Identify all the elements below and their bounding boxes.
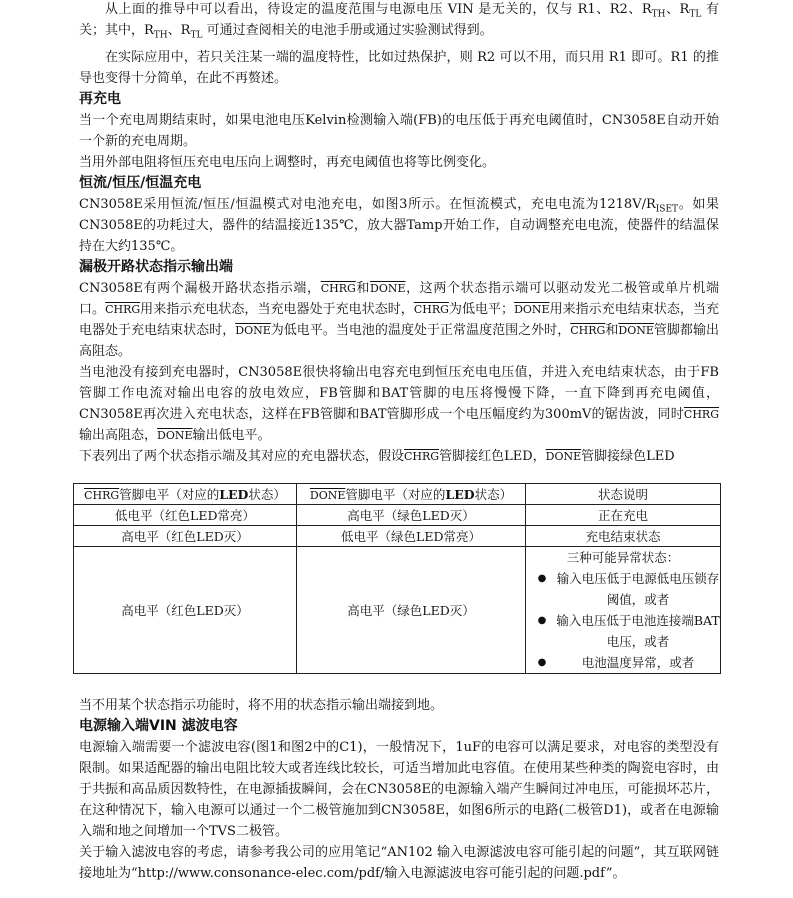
- table-cell: 高电平（红色LED灭）: [74, 526, 297, 547]
- table-row: [74, 526, 721, 547]
- document-page: [79, 0, 719, 467]
- bullet-icon: ●: [537, 657, 547, 668]
- unused-pin-note: 当不用某个状态指示功能时，将不用的状态指示输出端接到地。: [79, 698, 444, 713]
- table-row: [74, 505, 721, 526]
- table-cell: 高电平（绿色LED灭）: [297, 505, 526, 526]
- list-item: ● 输入电压低于电源低电压锁存阈值，或者: [526, 568, 720, 610]
- table-row: [74, 547, 721, 674]
- open-drain-paragraph-1: CN3058E有两个漏极开路状态指示端，CHRG和DONE，这两个状态指示端可以驱动发光二极管或单片机端口。CHRG用来指示充电状态，当充电器处于充电状态时，CHRG为低电平；DONE用来指示充电结束状态，当充电器处于充电结束状态时，DONE为低电平。当电池的温度处于正常温度范围之外时，CHRG和DONE管脚都输出高阻态。: [79, 281, 719, 359]
- intro-paragraph-2: 在实际应用中，若只关注某一端的温度特性，比如过热保护，则 R2 可以不用，而只用 R1 即可。R1 的推导也变得十分简单，在此不再赘述。: [79, 50, 719, 86]
- list-item: ● 电池温度异常，或者: [526, 652, 720, 673]
- app-note-reference: 关于输入滤波电容的考虑，请参考我公司的应用笔记“AN102 输入电源滤波电容可能引起的问题”，其互联网链接地址为“http://www.consonance-elec.com/pdf/输入电源滤波电容可能引起的问题.pdf”。: [79, 845, 719, 881]
- table-header-chrg: CHRG管脚电平（对应的LED状态）: [74, 484, 297, 505]
- table-cell: 高电平（绿色LED灭）: [297, 547, 526, 674]
- table-header-done: DONE管脚电平（对应的LED状态）: [297, 484, 526, 505]
- notes-title: 三种可能异常状态：: [566, 550, 680, 565]
- status-table: [73, 483, 721, 674]
- list-item: ● 输入电压低于电池连接端BAT电压，或者: [526, 610, 720, 652]
- recharge-paragraph-1: 当一个充电周期结束时，如果电池电压Kelvin检测输入端(FB)的电压低于再充电阈值时，CN3058E自动开始一个新的充电周期。: [79, 113, 719, 149]
- table-cell: 正在充电: [526, 505, 721, 526]
- recharge-heading: 再充电: [79, 91, 121, 107]
- intro-paragraph-1: 从上面的推导中可以看出，待设定的温度范围与电源电压 VIN 是无关的，仅与 R1、R2、$R_{TH}$、$R_{TL}$ 有关；其中，$R_{TH}$、$R_{TL}$ 可通过查阅相关的电池手册或通过实验测试得到。: [79, 2, 720, 41]
- abnormal-status-notes: [526, 547, 721, 674]
- table-cell: 高电平（红色LED灭）: [74, 547, 297, 674]
- vin-capacitor-paragraph: 电源输入端需要一个滤波电容(图1和图2中的C1)，一般情况下，1uF的电容可以满足要求，对电容的类型没有限制。如果适配器的输出电阻比较大或者连线比较长，可适当增加此电容值。在使用某些种类的陶瓷电容时，由于共振和高品质因数特性，在电源插拔瞬间，会在CN3058E的电源输入端产生瞬间过冲电压，可能损坏芯片，在这种情况下，输入电源可以通过一个二极管施加到CN3058E，如图6所示的电路(二极管D1)，或者在电源输入端和地之间增加一个TVS二极管。: [79, 740, 719, 839]
- cc-cv-paragraph: CN3058E采用恒流/恒压/恒温模式对电池充电，如图3所示。在恒流模式，充电电流为$1218V/R_{ISET}$。如果CN3058E的功耗过大，器件的结温接近135℃，放大器Tamp开始工作，自动调整充电电流，使器件的结温保持在大约135℃。: [79, 197, 719, 254]
- table-header-row: [74, 484, 721, 505]
- open-drain-paragraph-2: 当电池没有接到充电器时，CN3058E很快将输出电容充电到恒压充电电压值，并进入充电结束状态，由于FB管脚工作电流对输出电容的放电效应，FB管脚和BAT管脚的电压将慢慢下降，一直下降到再充电阈值，CN3058E再次进入充电状态，这样在FB管脚和BAT管脚形成一个电压幅度约为300mV的锯齿波，同时CHRG输出高阻态，DONE输出低电平。: [79, 365, 719, 443]
- open-drain-paragraph-3: 下表列出了两个状态指示端及其对应的充电器状态，假设CHRG管脚接红色LED，DONE管脚接绿色LED: [79, 449, 675, 464]
- chrg-pin-label: CHRG: [320, 282, 356, 295]
- table-cell: 低电平（红色LED常亮）: [74, 505, 297, 526]
- bottom-section: [79, 695, 719, 884]
- table-cell: 充电结束状态: [526, 526, 721, 547]
- table-cell: 低电平（绿色LED常亮）: [297, 526, 526, 547]
- table-header-status: 状态说明: [526, 484, 721, 505]
- vin-capacitor-heading: 电源输入端VIN 滤波电容: [79, 718, 238, 734]
- bullet-icon: ●: [537, 573, 547, 584]
- recharge-paragraph-2: 当用外部电阻将恒压充电电压向上调整时，再充电阈值也将等比例变化。: [79, 155, 496, 170]
- open-drain-heading: 漏极开路状态指示输出端: [79, 259, 233, 275]
- done-pin-label: DONE: [370, 282, 406, 295]
- bullet-icon: ●: [537, 615, 547, 626]
- cc-cv-heading: 恒流/恒压/恒温充电: [79, 175, 202, 191]
